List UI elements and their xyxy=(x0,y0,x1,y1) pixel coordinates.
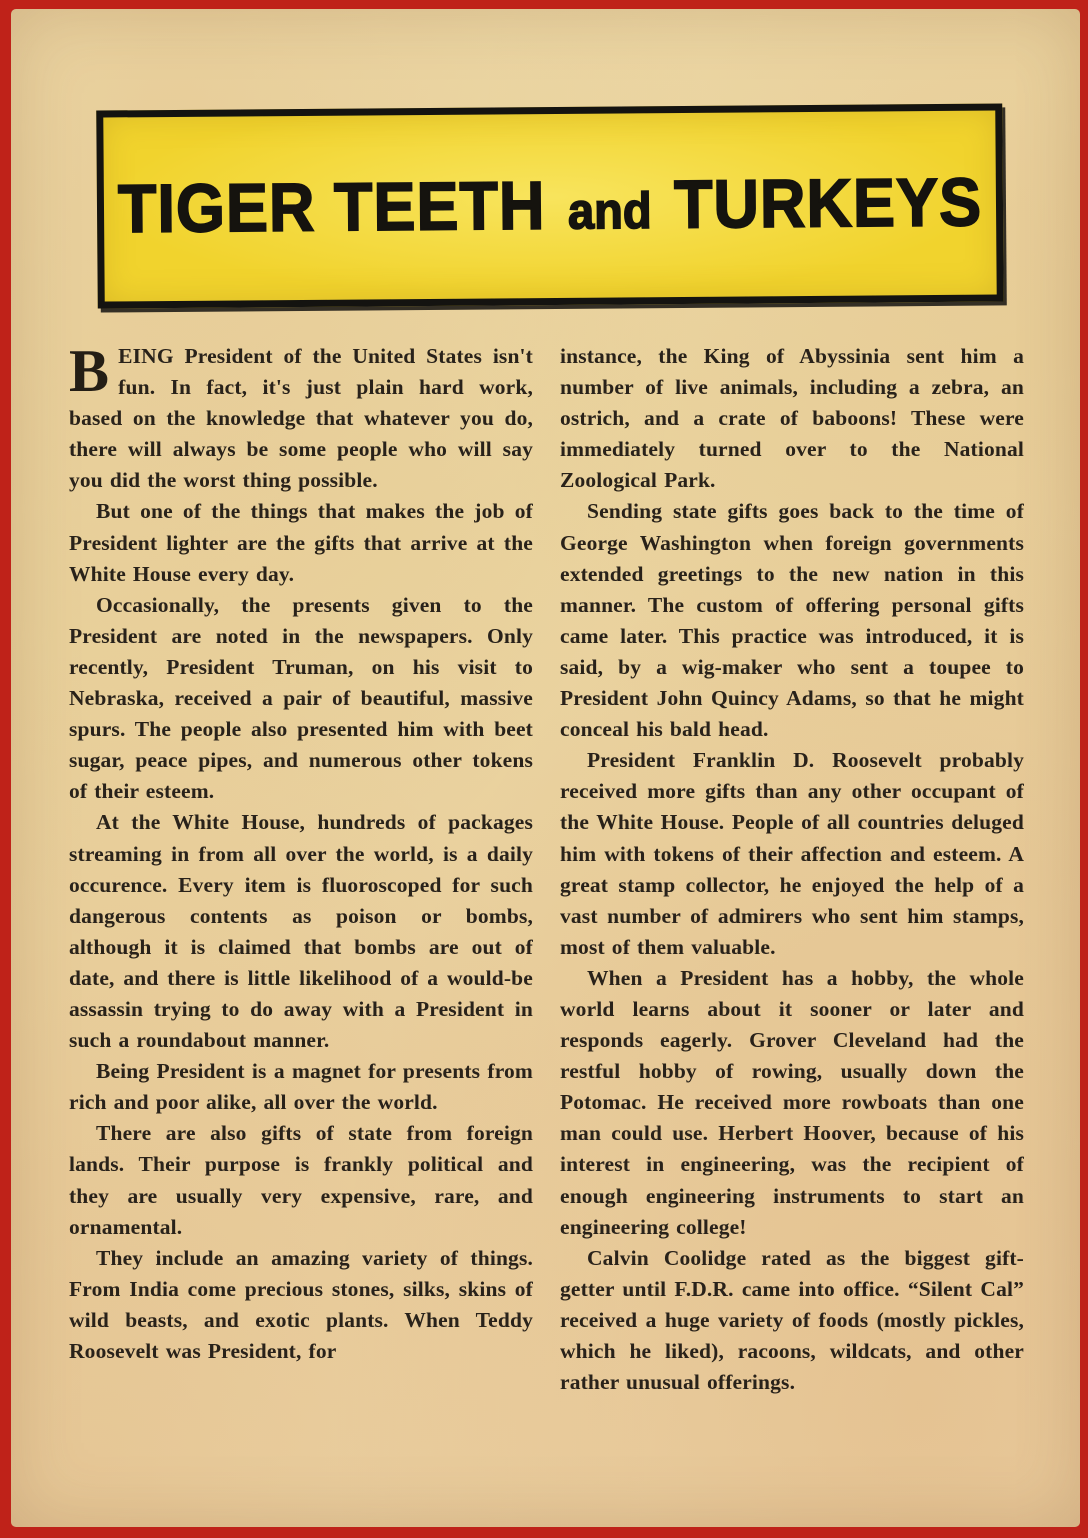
comic-page-sheet xyxy=(11,9,1080,1527)
left-column xyxy=(69,341,533,1491)
paragraph: At the White House, hundreds of packages streaming in from all over the world, is a daily occurence. Every item is fluoroscoped for such dangerous contents as poison or bombs, although it is claimed that bombs are out of date, and there is little likelihood of a would-be assassin trying to do away with a President in such a roundabout manner. xyxy=(69,810,533,1053)
paragraph: When a President has a hobby, the whole world learns about it sooner or later and responds eagerly. Grover Cleveland had the restful hobby of rowing, usually down the Potomac. He received more rowboats than one man could use. Herbert Hoover, because of his interest in engineering, was the recipient of enough engineering instruments to start an engineering college! xyxy=(560,965,1024,1239)
drop-cap: B xyxy=(69,341,110,404)
title-part-2: TURKEYS xyxy=(673,164,983,243)
paragraph: They include an amazing variety of things. From India come precious stones, silks, skins of wild beasts, and exotic plants. When Teddy Roosevelt was President, for xyxy=(69,1245,533,1363)
title-banner xyxy=(96,103,1004,308)
paragraph-continuation: instance, the King of Abyssinia sent him a number of live animals, including a zebra, an ostrich, and a crate of baboons! These were immediately turned over to the National Zoological Park. xyxy=(560,344,1024,493)
title-connector: and xyxy=(567,181,652,240)
right-column xyxy=(560,341,1024,1491)
paragraph xyxy=(69,341,533,496)
paragraph: There are also gifts of state from foreign lands. Their purpose is frankly political and they are usually very expensive, rare, and ornamental. xyxy=(69,1121,533,1239)
paragraph-text: EING President of the United States isn't fun. In fact, it's just plain hard work, based on the knowledge that whatever you do, there will always be some people who will say you did the worst thing possible. xyxy=(69,344,533,493)
article-body xyxy=(69,341,1024,1491)
paragraph: Occasionally, the presents given to the President are noted in the newspapers. Only recently, President Truman, on his visit to Nebraska, received a pair of beautiful, massive spurs. The people also presented him with beet sugar, peace pipes, and numerous other tokens of their esteem. xyxy=(69,592,533,804)
title-part-1: TIGER TEETH xyxy=(117,168,546,248)
paragraph: But one of the things that makes the job of President lighter are the gifts that arrive at the White House every day. xyxy=(69,499,533,586)
page-title xyxy=(108,164,993,249)
paragraph: Sending state gifts goes back to the time of George Washington when foreign governments extended greetings to the new nation in this manner. The custom of offering personal gifts came later. This practice was introduced, it is said, by a wig-maker who sent a toupee to President John Quincy Adams, so that he might conceal his bald head. xyxy=(560,499,1024,742)
paragraph: Calvin Coolidge rated as the biggest gift-getter until F.D.R. came into office. “Silent Cal” received a huge variety of foods (mostly pickles, which he liked), racoons, wildcats, and other rather unusual offerings. xyxy=(560,1245,1024,1395)
paragraph: President Franklin D. Roosevelt probably received more gifts than any other occupant of the White House. People of all countries deluged him with tokens of their affection and esteem. A great stamp collector, he enjoyed the help of a vast number of admirers who sent him stamps, most of them valuable. xyxy=(560,748,1024,959)
paragraph: Being President is a magnet for presents from rich and poor alike, all over the world. xyxy=(69,1059,533,1115)
